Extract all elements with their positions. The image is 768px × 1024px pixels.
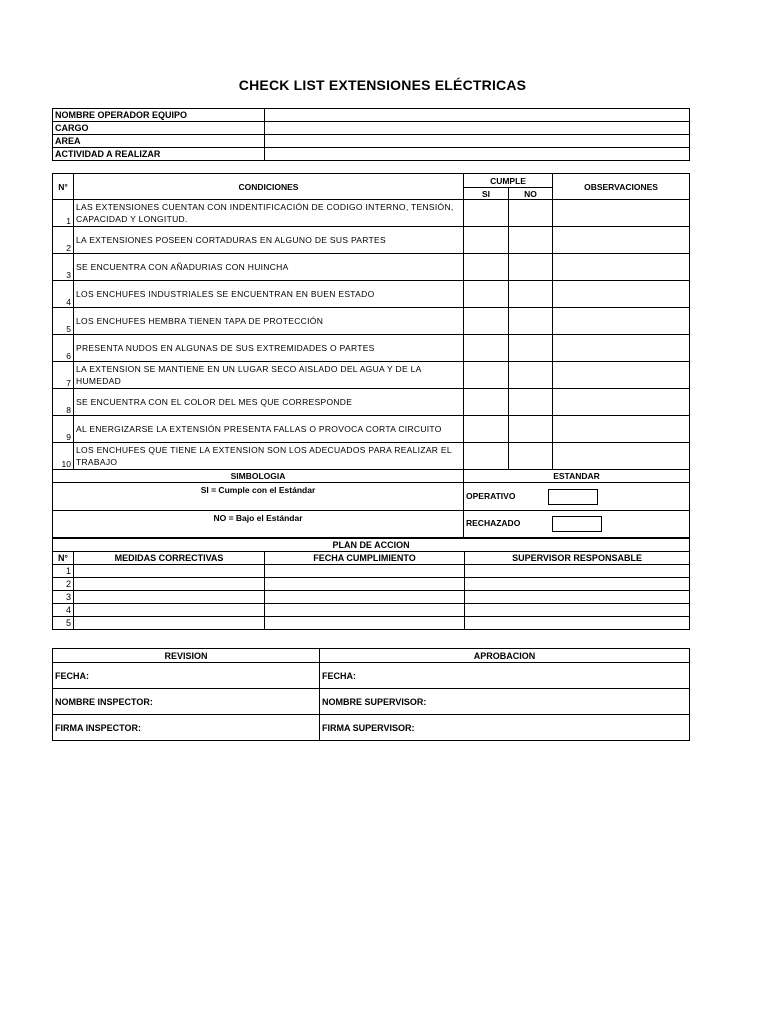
revision-date-field[interactable]: FECHA: bbox=[53, 663, 320, 689]
observation-cell[interactable] bbox=[553, 362, 690, 389]
measure-cell[interactable] bbox=[74, 578, 265, 591]
measure-cell[interactable] bbox=[74, 604, 265, 617]
observation-cell[interactable] bbox=[553, 389, 690, 416]
condition-number: 1 bbox=[53, 200, 74, 227]
operator-info-table bbox=[52, 108, 690, 161]
observations-header: OBSERVACIONES bbox=[553, 174, 690, 200]
condition-row bbox=[53, 362, 690, 389]
area-label: AREA bbox=[53, 135, 265, 148]
measures-header: MEDIDAS CORRECTIVAS bbox=[74, 552, 265, 565]
operator-name-label: NOMBRE OPERADOR EQUIPO bbox=[53, 109, 265, 122]
plan-row-number: 2 bbox=[53, 578, 74, 591]
no-cell[interactable] bbox=[509, 389, 553, 416]
condition-row bbox=[53, 416, 690, 443]
si-cell[interactable] bbox=[464, 227, 509, 254]
si-cell[interactable] bbox=[464, 200, 509, 227]
observation-cell[interactable] bbox=[553, 443, 690, 470]
observation-cell[interactable] bbox=[553, 281, 690, 308]
cumple-header: CUMPLE bbox=[464, 174, 553, 188]
supervisor-cell[interactable] bbox=[465, 591, 690, 604]
condition-row bbox=[53, 281, 690, 308]
supervisor-cell[interactable] bbox=[465, 604, 690, 617]
conditions-table bbox=[52, 173, 690, 538]
plan-row-number: 4 bbox=[53, 604, 74, 617]
measure-cell[interactable] bbox=[74, 565, 265, 578]
revision-header: REVISION bbox=[53, 649, 320, 663]
no-legend: NO = Bajo el Estándar bbox=[53, 511, 464, 538]
plan-row bbox=[53, 578, 690, 591]
condition-text: LOS ENCHUFES QUE TIENE LA EXTENSION SON LOS ADECUADOS PARA REALIZAR EL TRABAJO bbox=[74, 443, 464, 470]
condition-number: 2 bbox=[53, 227, 74, 254]
si-cell[interactable] bbox=[464, 308, 509, 335]
si-legend: SI = Cumple con el Estándar bbox=[53, 483, 464, 511]
condition-number: 10 bbox=[53, 443, 74, 470]
observation-cell[interactable] bbox=[553, 254, 690, 281]
condition-number: 6 bbox=[53, 335, 74, 362]
conditions-header: CONDICIONES bbox=[74, 174, 464, 200]
operator-name-field[interactable] bbox=[265, 109, 690, 122]
si-cell[interactable] bbox=[464, 389, 509, 416]
condition-text: LA EXTENSION SE MANTIENE EN UN LUGAR SECO AISLADO DEL AGUA Y DE LA HUMEDAD bbox=[74, 362, 464, 389]
review-approval-table bbox=[52, 648, 690, 741]
no-cell[interactable] bbox=[509, 227, 553, 254]
si-header: SI bbox=[464, 188, 509, 200]
rechazado-cell bbox=[464, 511, 690, 538]
no-cell[interactable] bbox=[509, 281, 553, 308]
observation-cell[interactable] bbox=[553, 308, 690, 335]
activity-row bbox=[53, 148, 690, 161]
condition-row bbox=[53, 389, 690, 416]
observation-cell[interactable] bbox=[553, 227, 690, 254]
plan-row bbox=[53, 604, 690, 617]
plan-title: PLAN DE ACCION bbox=[53, 539, 690, 552]
cargo-field[interactable] bbox=[265, 122, 690, 135]
condition-row bbox=[53, 254, 690, 281]
estandar-header: ESTANDAR bbox=[464, 470, 690, 483]
approval-date-field[interactable]: FECHA: bbox=[320, 663, 690, 689]
date-cell[interactable] bbox=[265, 565, 465, 578]
condition-number: 5 bbox=[53, 308, 74, 335]
condition-text: PRESENTA NUDOS EN ALGUNAS DE SUS EXTREMIDADES O PARTES bbox=[74, 335, 464, 362]
condition-row bbox=[53, 443, 690, 470]
condition-text: LOS ENCHUFES INDUSTRIALES SE ENCUENTRAN EN BUEN ESTADO bbox=[74, 281, 464, 308]
measure-cell[interactable] bbox=[74, 591, 265, 604]
condition-text: AL ENERGIZARSE LA EXTENSIÓN PRESENTA FALLAS O PROVOCA CORTA CIRCUITO bbox=[74, 416, 464, 443]
plan-row bbox=[53, 591, 690, 604]
si-cell[interactable] bbox=[464, 416, 509, 443]
condition-text: LA EXTENSIONES POSEEN CORTADURAS EN ALGUNO DE SUS PARTES bbox=[74, 227, 464, 254]
condition-text: LOS ENCHUFES HEMBRA TIENEN TAPA DE PROTECCIÓN bbox=[74, 308, 464, 335]
date-cell[interactable] bbox=[265, 604, 465, 617]
plan-row-number: 1 bbox=[53, 565, 74, 578]
supervisor-cell[interactable] bbox=[465, 578, 690, 591]
cargo-row bbox=[53, 122, 690, 135]
si-cell[interactable] bbox=[464, 335, 509, 362]
condition-row bbox=[53, 335, 690, 362]
condition-row bbox=[53, 227, 690, 254]
no-cell[interactable] bbox=[509, 308, 553, 335]
condition-number: 4 bbox=[53, 281, 74, 308]
condition-number: 8 bbox=[53, 389, 74, 416]
no-cell[interactable] bbox=[509, 200, 553, 227]
observation-cell[interactable] bbox=[553, 200, 690, 227]
inspector-signature-field[interactable]: FIRMA INSPECTOR: bbox=[53, 715, 320, 741]
date-header: FECHA CUMPLIMIENTO bbox=[265, 552, 465, 565]
date-cell[interactable] bbox=[265, 591, 465, 604]
supervisor-cell[interactable] bbox=[465, 565, 690, 578]
inspector-name-field[interactable]: NOMBRE INSPECTOR: bbox=[53, 689, 320, 715]
operativo-label: OPERATIVO bbox=[466, 490, 516, 501]
no-header: NO bbox=[509, 188, 553, 200]
num-header: N° bbox=[53, 174, 74, 200]
condition-text: SE ENCUENTRA CON AÑADURIAS CON HUINCHA bbox=[74, 254, 464, 281]
aprobacion-header: APROBACION bbox=[320, 649, 690, 663]
document-title: CHECK LIST EXTENSIONES ELÉCTRICAS bbox=[238, 77, 527, 93]
action-plan-table bbox=[52, 538, 690, 630]
measure-cell[interactable] bbox=[74, 617, 265, 630]
condition-number: 7 bbox=[53, 362, 74, 389]
rechazado-box[interactable] bbox=[552, 516, 602, 532]
rechazado-label: RECHAZADO bbox=[466, 518, 521, 529]
condition-number: 9 bbox=[53, 416, 74, 443]
simbologia-header: SIMBOLOGIA bbox=[53, 470, 464, 483]
operator-name-row bbox=[53, 109, 690, 122]
area-field[interactable] bbox=[265, 135, 690, 148]
activity-field[interactable] bbox=[265, 148, 690, 161]
area-row bbox=[53, 135, 690, 148]
observation-cell[interactable] bbox=[553, 335, 690, 362]
si-cell[interactable] bbox=[464, 254, 509, 281]
no-cell[interactable] bbox=[509, 416, 553, 443]
supervisor-cell[interactable] bbox=[465, 617, 690, 630]
date-cell[interactable] bbox=[265, 617, 465, 630]
supervisor-name-field[interactable]: NOMBRE SUPERVISOR: bbox=[320, 689, 690, 715]
date-cell[interactable] bbox=[265, 578, 465, 591]
no-cell[interactable] bbox=[509, 443, 553, 470]
si-cell[interactable] bbox=[464, 281, 509, 308]
si-cell[interactable] bbox=[464, 443, 509, 470]
plan-row bbox=[53, 565, 690, 578]
condition-row bbox=[53, 308, 690, 335]
no-cell[interactable] bbox=[509, 362, 553, 389]
si-cell[interactable] bbox=[464, 362, 509, 389]
operativo-cell bbox=[464, 483, 690, 511]
condition-text: LAS EXTENSIONES CUENTAN CON INDENTIFICACIÓN DE CODIGO INTERNO, TENSIÓN, CAPACIDAD Y LONGITUD. bbox=[74, 200, 464, 227]
cargo-label: CARGO bbox=[53, 122, 265, 135]
plan-row-number: 3 bbox=[53, 591, 74, 604]
supervisor-header: SUPERVISOR RESPONSABLE bbox=[465, 552, 690, 565]
condition-text: SE ENCUENTRA CON EL COLOR DEL MES QUE CORRESPONDE bbox=[74, 389, 464, 416]
plan-num-header: N° bbox=[53, 552, 74, 565]
operativo-box[interactable] bbox=[548, 489, 598, 505]
activity-label: ACTIVIDAD A REALIZAR bbox=[53, 148, 265, 161]
plan-row-number: 5 bbox=[53, 617, 74, 630]
supervisor-signature-field[interactable]: FIRMA SUPERVISOR: bbox=[320, 715, 690, 741]
observation-cell[interactable] bbox=[553, 416, 690, 443]
no-cell[interactable] bbox=[509, 335, 553, 362]
condition-number: 3 bbox=[53, 254, 74, 281]
condition-row bbox=[53, 200, 690, 227]
no-cell[interactable] bbox=[509, 254, 553, 281]
plan-row bbox=[53, 617, 690, 630]
